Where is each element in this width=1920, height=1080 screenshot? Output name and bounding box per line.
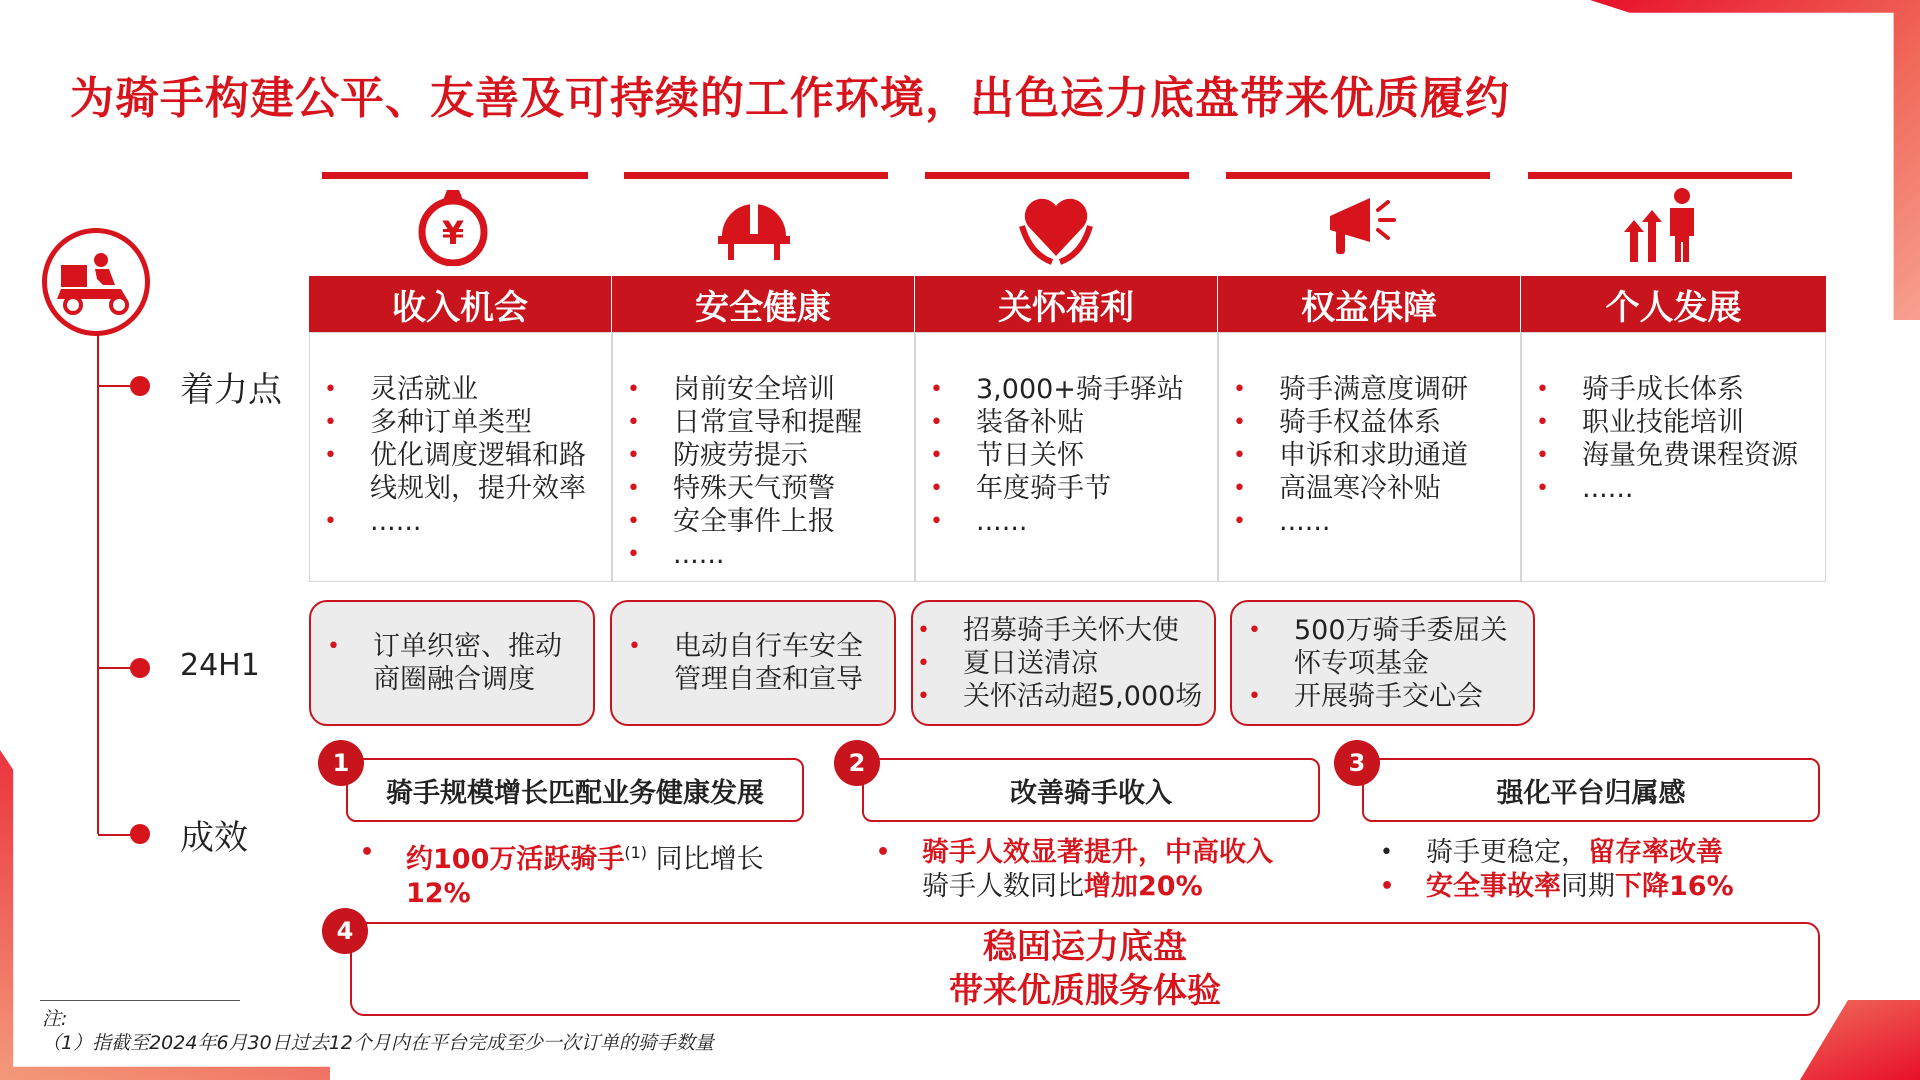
list-item: • 年度骑手节 <box>930 472 1207 505</box>
delivery-rider-icon <box>42 228 150 336</box>
column-header-growth: 个人发展 <box>1521 276 1826 332</box>
summary-line: 带来优质服务体验 <box>949 971 1221 1011</box>
list-item: • 招募骑手关怀大使 <box>917 614 1202 647</box>
svg-text:¥: ¥ <box>441 214 465 252</box>
summary-line: 稳固运力底盘 <box>983 927 1187 967</box>
list-item: • 高温寒冷补贴 <box>1233 472 1510 505</box>
list-item: • 防疲劳提示 <box>627 439 904 472</box>
column-header-rights: 权益保障 <box>1218 276 1521 332</box>
list-item: • ...... <box>930 505 1207 538</box>
list-item: • 骑手满意度调研 <box>1233 373 1510 406</box>
list-item: • 订单织密、推动商圈融合调度 <box>327 630 583 696</box>
list-item: • 夏日送清凉 <box>917 647 1202 680</box>
result-text: • 骑手更稳定，留存率改善 • 安全事故率同期下降16% <box>1380 837 1734 902</box>
list-item: • 500万骑手委屈关怀专项基金 <box>1248 614 1523 680</box>
column-header-care: 关怀福利 <box>915 276 1218 332</box>
result-text: • 骑手人效显著提升，中高收入 骑手人数同比增加20% <box>876 837 1273 902</box>
number-badge: 4 <box>322 908 368 954</box>
list-item: • 日常宣导和提醒 <box>627 406 904 439</box>
column-top-bar <box>322 172 588 179</box>
list-item: • 骑手权益体系 <box>1233 406 1510 439</box>
list-item: • ...... <box>627 538 904 571</box>
list-item: • 岗前安全培训 <box>627 373 904 406</box>
list-item: • 电动自行车安全管理自查和宣导 <box>628 630 884 696</box>
note-text: （1）指截至2024年6月30日过去12个月内在平台完成至少一次订单的骑手数量 <box>42 1032 714 1054</box>
column-box-rights <box>1218 332 1521 582</box>
list-item: • 骑手成长体系 <box>1536 373 1815 406</box>
column-top-bar <box>624 172 888 179</box>
page-title: 为骑手构建公平、友善及可持续的工作环境，出色运力底盘带来优质履约 <box>70 73 1510 124</box>
result-heading: 骑手规模增长匹配业务健康发展 <box>346 758 804 822</box>
number-badge: 3 <box>1334 740 1380 786</box>
note-divider <box>40 1000 240 1001</box>
yuan-moneybag-icon <box>413 186 493 266</box>
list-item: • 安全事件上报 <box>627 505 904 538</box>
column-box-income <box>309 332 612 582</box>
h1-box <box>610 600 896 726</box>
column-top-bar <box>925 172 1189 179</box>
safety-helmet-icon <box>714 186 794 266</box>
list-item: • 节日关怀 <box>930 439 1207 472</box>
timeline-dot <box>130 376 150 396</box>
result-text: • 约100万活跃骑手$^{(1)}$ 同比增长 12% <box>360 840 764 909</box>
row-label-focus: 着力点 <box>180 370 282 410</box>
column-top-bar <box>1528 172 1792 179</box>
list-item: • 海量免费课程资源 <box>1536 439 1815 472</box>
heart-hands-icon <box>1016 186 1096 266</box>
column-header-income: 收入机会 <box>309 276 612 332</box>
number-badge: 2 <box>834 740 880 786</box>
list-item: • 关怀活动超5,000场 <box>917 680 1202 713</box>
column-top-bar <box>1226 172 1490 179</box>
h1-box <box>911 600 1216 726</box>
row-label-24h1: 24H1 <box>180 648 260 683</box>
column-box-safety <box>612 332 915 582</box>
result-heading: 强化平台归属感 <box>1362 758 1820 822</box>
row-label-results: 成效 <box>180 818 248 858</box>
list-item: • 申诉和求助通道 <box>1233 439 1510 472</box>
column-box-growth <box>1521 332 1826 582</box>
timeline-line <box>97 334 99 834</box>
h1-box <box>309 600 595 726</box>
list-item: • 优化调度逻辑和路线规划，提升效率 <box>324 439 601 505</box>
h1-box <box>1230 600 1535 726</box>
column-header-safety: 安全健康 <box>612 276 915 332</box>
list-item: • ...... <box>1233 505 1510 538</box>
list-item: • 灵活就业 <box>324 373 601 406</box>
megaphone-icon <box>1320 186 1400 266</box>
list-item: • ...... <box>324 505 601 538</box>
column-box-care <box>915 332 1218 582</box>
result-heading: 改善骑手收入 <box>862 758 1320 822</box>
list-item: • 开展骑手交心会 <box>1248 680 1523 713</box>
list-item: • 多种订单类型 <box>324 406 601 439</box>
list-item: • 装备补贴 <box>930 406 1207 439</box>
number-badge: 1 <box>318 740 364 786</box>
timeline-dot <box>130 824 150 844</box>
growth-arrows-person-icon <box>1620 186 1700 266</box>
corner-decoration-top-right <box>1590 0 1920 320</box>
list-item: • 特殊天气预警 <box>627 472 904 505</box>
note-label: 注: <box>42 1008 68 1030</box>
summary-box <box>350 922 1820 1016</box>
list-item: • 职业技能培训 <box>1536 406 1815 439</box>
list-item: • ...... <box>1536 472 1815 505</box>
list-item: • 3,000+骑手驿站 <box>930 373 1207 406</box>
timeline-dot <box>130 658 150 678</box>
corner-decoration-bottom-right <box>1800 1000 1920 1080</box>
